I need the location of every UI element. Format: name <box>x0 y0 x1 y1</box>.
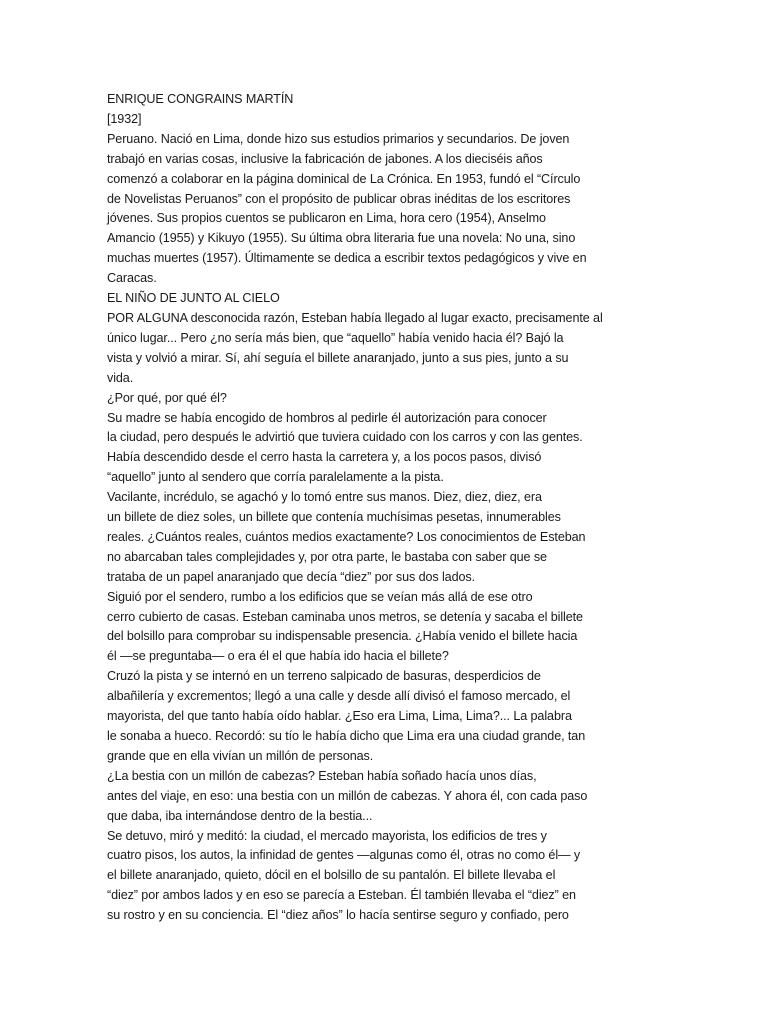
text-line: jóvenes. Sus propios cuentos se publicaron en Lima, hora cero (1954), Anselmo <box>107 211 546 226</box>
text-line: Cruzó la pista y se internó en un terreno salpicado de basuras, desperdicios de <box>107 669 541 684</box>
text-line: vista y volvió a mirar. Sí, ahí seguía el billete anaranjado, junto a sus pies, junto a su <box>107 350 569 365</box>
text-line: Vacilante, incrédulo, se agachó y lo tomó entre sus manos. Diez, diez, diez, era <box>107 490 542 505</box>
text-line: reales. ¿Cuántos reales, cuántos medios exactamente? Los conocimientos de Esteban <box>107 529 586 544</box>
text-line: le sonaba a hueco. Recordó: su tío le había dicho que Lima era una ciudad grande, tan <box>107 729 586 743</box>
text-line: albañilería y excrementos; llegó a una calle y desde allí divisó el famoso mercado, el <box>107 689 571 704</box>
text-line: Peruano. Nació en Lima, donde hizo sus estudios primarios y secundarios. De joven <box>107 131 570 146</box>
author-heading: ENRIQUE CONGRAINS MARTÍN <box>107 92 294 106</box>
text-line: Caracas. <box>107 271 157 286</box>
text-line: ¿Por qué, por qué él? <box>107 390 227 405</box>
text-line: vida. <box>107 370 134 385</box>
text-line: cerro cubierto de casas. Esteban caminaba unos metros, se detenía y sacaba el billete <box>107 609 583 624</box>
text-line: grande que en ella vivían un millón de personas. <box>107 748 374 763</box>
document-body <box>107 90 607 926</box>
text-line: “diez” por ambos lados y en eso se parecía a Esteban. Él también llevaba el “diez” en <box>107 888 576 903</box>
text-line: Había descendido desde el cerro hasta la carretera y, a los pocos pasos, divisó <box>107 450 542 465</box>
text-line: POR ALGUNA desconocida razón, Esteban había llegado al lugar exacto, precisamente al <box>107 310 603 325</box>
text-line: único lugar... Pero ¿no sería más bien, que “aquello” había venido hacia él? Bajó la <box>107 330 564 345</box>
story-title: EL NIÑO DE JUNTO AL CIELO <box>107 291 280 306</box>
text-line: él —se preguntaba— o era él el que había ido hacia el billete? <box>107 649 449 664</box>
text-line: Siguió por el sendero, rumbo a los edificios que se veían más allá de ese otro <box>107 589 533 604</box>
text-line: ¿La bestia con un millón de cabezas? Esteban había soñado hacía unos días, <box>107 768 537 783</box>
text-line: no abarcaban tales complejidades y, por otra parte, le bastaba con saber que se <box>107 549 547 564</box>
text-line: Su madre se había encogido de hombros al pedirle él autorización para conocer <box>107 410 547 425</box>
text-line: de Novelistas Peruanos” con el propósito de publicar obras inéditas de los escritores <box>107 191 571 206</box>
text-line: que daba, iba internándose dentro de la bestia... <box>107 808 373 823</box>
text-line: Amancio (1955) y Kikuyo (1955). Su última obra literaria fue una novela: No una, sino <box>107 231 576 246</box>
text-line: del bolsillo para comprobar su indispensable presencia. ¿Había venido el billete hacia <box>107 629 578 644</box>
text-line: “aquello” junto al sendero que corría paralelamente a la pista. <box>107 470 444 485</box>
text-line: Se detuvo, miró y meditó: la ciudad, el mercado mayorista, los edificios de tres y <box>107 828 547 843</box>
text-line: muchas muertes (1957). Últimamente se dedica a escribir textos pedagógicos y vive en <box>107 251 587 266</box>
text-line: su rostro y en su conciencia. El “diez años” lo hacía sentirse seguro y confiado, pero <box>107 908 569 923</box>
text-line: el billete anaranjado, quieto, dócil en el bolsillo de su pantalón. El billete llevaba el <box>107 868 556 883</box>
text-line: antes del viaje, en eso: una bestia con un millón de cabezas. Y ahora él, con cada paso <box>107 788 588 803</box>
text-line: un billete de diez soles, un billete que contenía muchísimas pesetas, innumerables <box>107 510 561 525</box>
text-line: cuatro pisos, los autos, la infinidad de gentes —algunas como él, otras no como él— y <box>107 848 581 863</box>
text-line: mayorista, del que tanto había oído hablar. ¿Eso era Lima, Lima, Lima?... La palabra <box>107 709 572 724</box>
author-year: [1932] <box>107 111 142 126</box>
text-line: comenzó a colaborar en la página dominical de La Crónica. En 1953, fundó el “Círculo <box>107 171 581 186</box>
text-line: trataba de un papel anaranjado que decía “diez” por sus dos lados. <box>107 569 475 584</box>
text-line: la ciudad, pero después le advirtió que tuviera cuidado con los carros y con las gentes. <box>107 430 583 445</box>
text-line: trabajó en varias cosas, inclusive la fabricación de jabones. A los dieciséis años <box>107 151 543 166</box>
